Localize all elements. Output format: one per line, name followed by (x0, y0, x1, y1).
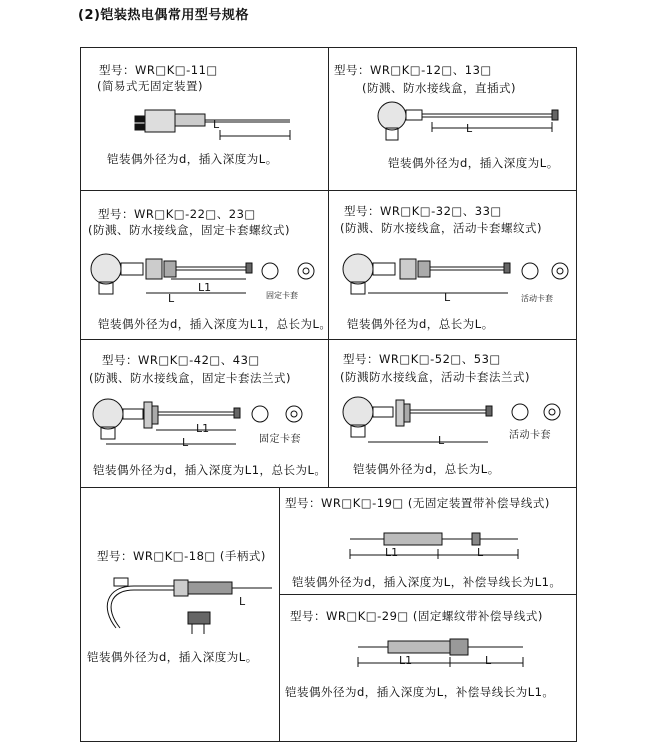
dim-label: L (485, 654, 492, 667)
col-divider (328, 47, 329, 487)
cell-29-description: 铠装偶外径为d，插入深度为L，补偿导线长为L1。 (285, 685, 555, 699)
cell-19-model: 型号：WR□K□-19□ (无固定装置带补偿导线式) (285, 496, 550, 510)
cell-12-description: 铠装偶外径为d，插入深度为L。 (388, 156, 559, 170)
cell-42-model: 型号：WR□K□-42□、43□ (102, 353, 260, 367)
cell-11-description: 铠装偶外径为d，插入深度为L。 (107, 152, 278, 166)
cell-22-description: 铠装偶外径为d，插入深度为L1，总长为L。 (98, 317, 332, 331)
cell-29-model: 型号：WR□K□-29□ (固定螺纹带补偿导线式) (290, 609, 543, 623)
diagram-29 (358, 633, 533, 678)
dim-label: L (466, 122, 473, 135)
cell-32-description: 铠装偶外径为d，总长为L。 (347, 317, 494, 331)
col-divider (279, 487, 280, 742)
cell-32-note: (防溅、防水接线盒，活动卡套螺纹式) (340, 221, 542, 235)
dim-label: L (438, 434, 445, 447)
cell-12-note: (防溅、防水接线盒，直插式) (362, 81, 516, 95)
dim-label: L1 (198, 281, 212, 294)
cell-12-model: 型号：WR□K□-12□、13□ (334, 63, 492, 77)
cell-19-description: 铠装偶外径为d，插入深度为L，补偿导线长为L1。 (292, 575, 562, 589)
dim-label: L (213, 118, 220, 131)
cell-52-note: (防溅防水接线盒，活动卡套法兰式) (340, 370, 530, 384)
cell-18-description: 铠装偶外径为d，插入深度为L。 (87, 650, 258, 664)
part-label: 活动卡套 (521, 294, 553, 303)
cell-22-note: (防溅、防水接线盒，固定卡套螺纹式) (88, 223, 290, 237)
dim-label: L1 (385, 546, 399, 559)
cell-22-model: 型号：WR□K□-22□、23□ (98, 207, 256, 221)
dim-label: L1 (399, 654, 413, 667)
part-label: 固定卡套 (266, 291, 298, 300)
dim-label: L (477, 546, 484, 559)
cell-42-description: 铠装偶外径为d，插入深度为L1，总长为L。 (93, 463, 327, 477)
cell-18-model: 型号：WR□K□-18□ (手柄式) (97, 549, 266, 563)
cell-52-model: 型号：WR□K□-52□、53□ (343, 352, 501, 366)
dim-label: L1 (196, 422, 210, 435)
diagram-18 (96, 568, 276, 638)
dim-label: L (444, 291, 451, 304)
dim-label: L (168, 292, 175, 305)
row-divider (279, 594, 577, 595)
dim-label: L (182, 436, 189, 449)
part-label: 活动卡套 (509, 430, 551, 441)
part-label: 固定卡套 (259, 434, 301, 445)
cell-11-model: 型号：WR□K□-11□ (99, 63, 218, 77)
row-divider (80, 487, 577, 488)
dim-label: L (239, 595, 246, 608)
cell-32-model: 型号：WR□K□-32□、33□ (344, 204, 502, 218)
diagram-19 (350, 525, 525, 570)
page-title: (2)铠装热电偶常用型号规格 (78, 8, 249, 23)
cell-42-note: (防溅、防水接线盒，固定卡套法兰式) (89, 371, 291, 385)
cell-11-note: (简易式无固定装置) (97, 79, 203, 93)
cell-52-description: 铠装偶外径为d，总长为L。 (353, 462, 500, 476)
